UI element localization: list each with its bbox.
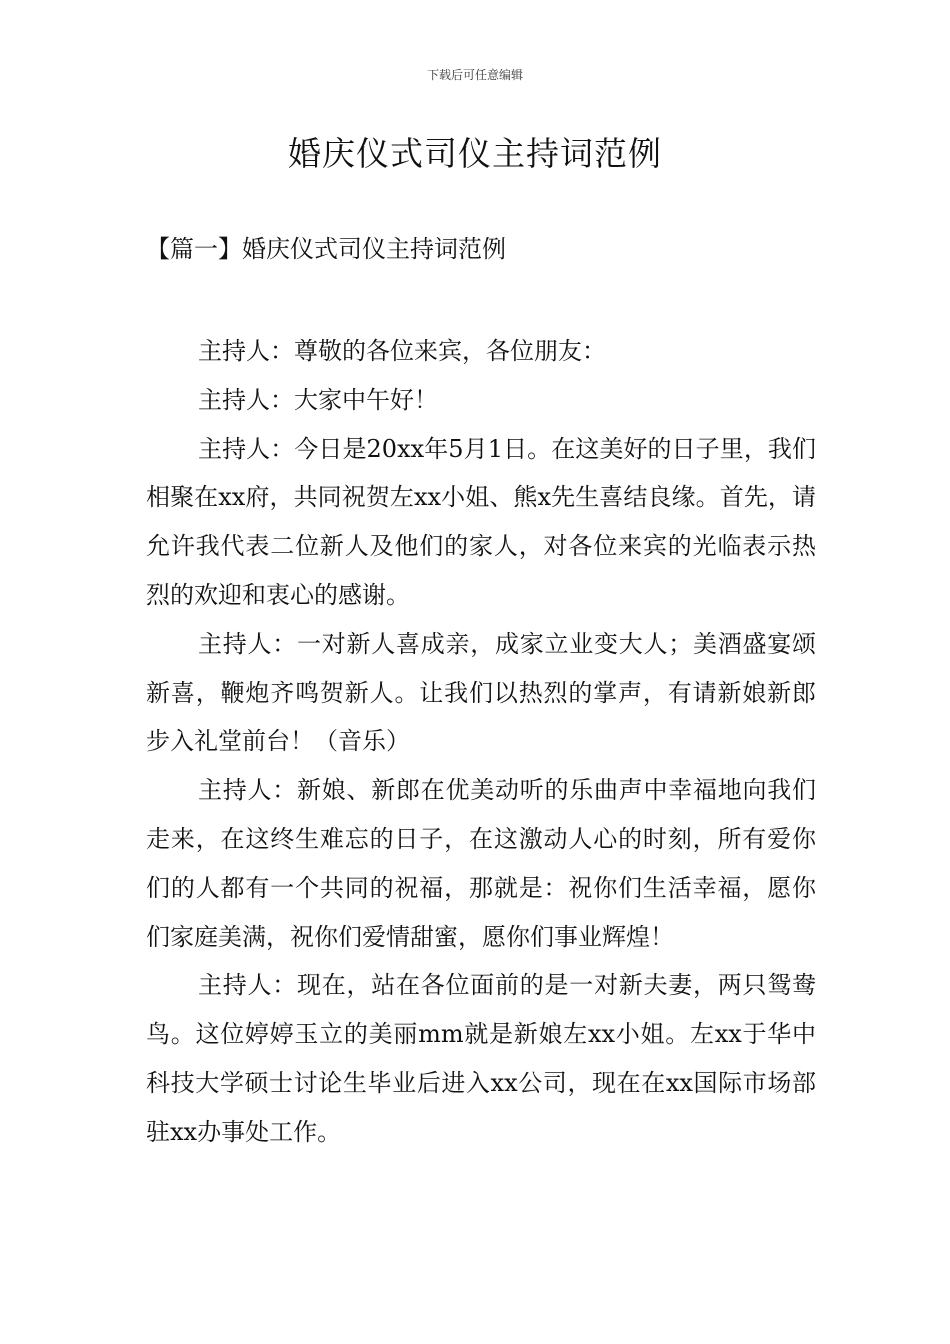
paragraph-bride-intro: 主持人：现在，站在各位面前的是一对新夫妻，两只鸳鸯鸟。这位婷婷玉立的美丽mm就是新娘左xx小姐。左xx于华中科技大学硕士讨论生毕业后进入xx公司，现在在xx国际市场部驻xx办事处工作。 bbox=[146, 971, 816, 1146]
paragraph-date-welcome: 主持人：今日是20xx年5月1日。在这美好的日子里，我们相聚在xx府，共同祝贺左xx小姐、熊x先生喜结良缘。首先，请允许我代表二位新人及他们的家人，对各位来宾的光临表示热烈的欢迎和衷心的感谢。 bbox=[146, 434, 816, 609]
document-body bbox=[146, 327, 816, 1157]
paragraph-greeting: 主持人：尊敬的各位来宾，各位朋友： bbox=[198, 337, 606, 365]
paragraph-blessing: 主持人：新娘、新郎在优美动听的乐曲声中幸福地向我们走来，在这终生难忘的日子，在这激动人心的时刻，所有爱你们的人都有一个共同的祝福，那就是：祝你们生活幸福，愿你们家庭美满，祝你们爱情甜蜜，愿你们事业辉煌！ bbox=[146, 776, 816, 951]
document-title: 婚庆仪式司仪主持词范例 bbox=[288, 134, 662, 173]
paragraph-couple-entrance: 主持人：一对新人喜成亲，成家立业变大人；美酒盛宴颂新喜，鞭炮齐鸣贺新人。让我们以热烈的掌声，有请新娘新郎步入礼堂前台！（音乐） bbox=[146, 629, 816, 756]
header-note: 下载后可任意编辑 bbox=[426, 68, 523, 82]
section-heading: 【篇一】婚庆仪式司仪主持词范例 bbox=[146, 235, 506, 263]
paragraph-good-noon: 主持人：大家中午好！ bbox=[198, 385, 438, 414]
